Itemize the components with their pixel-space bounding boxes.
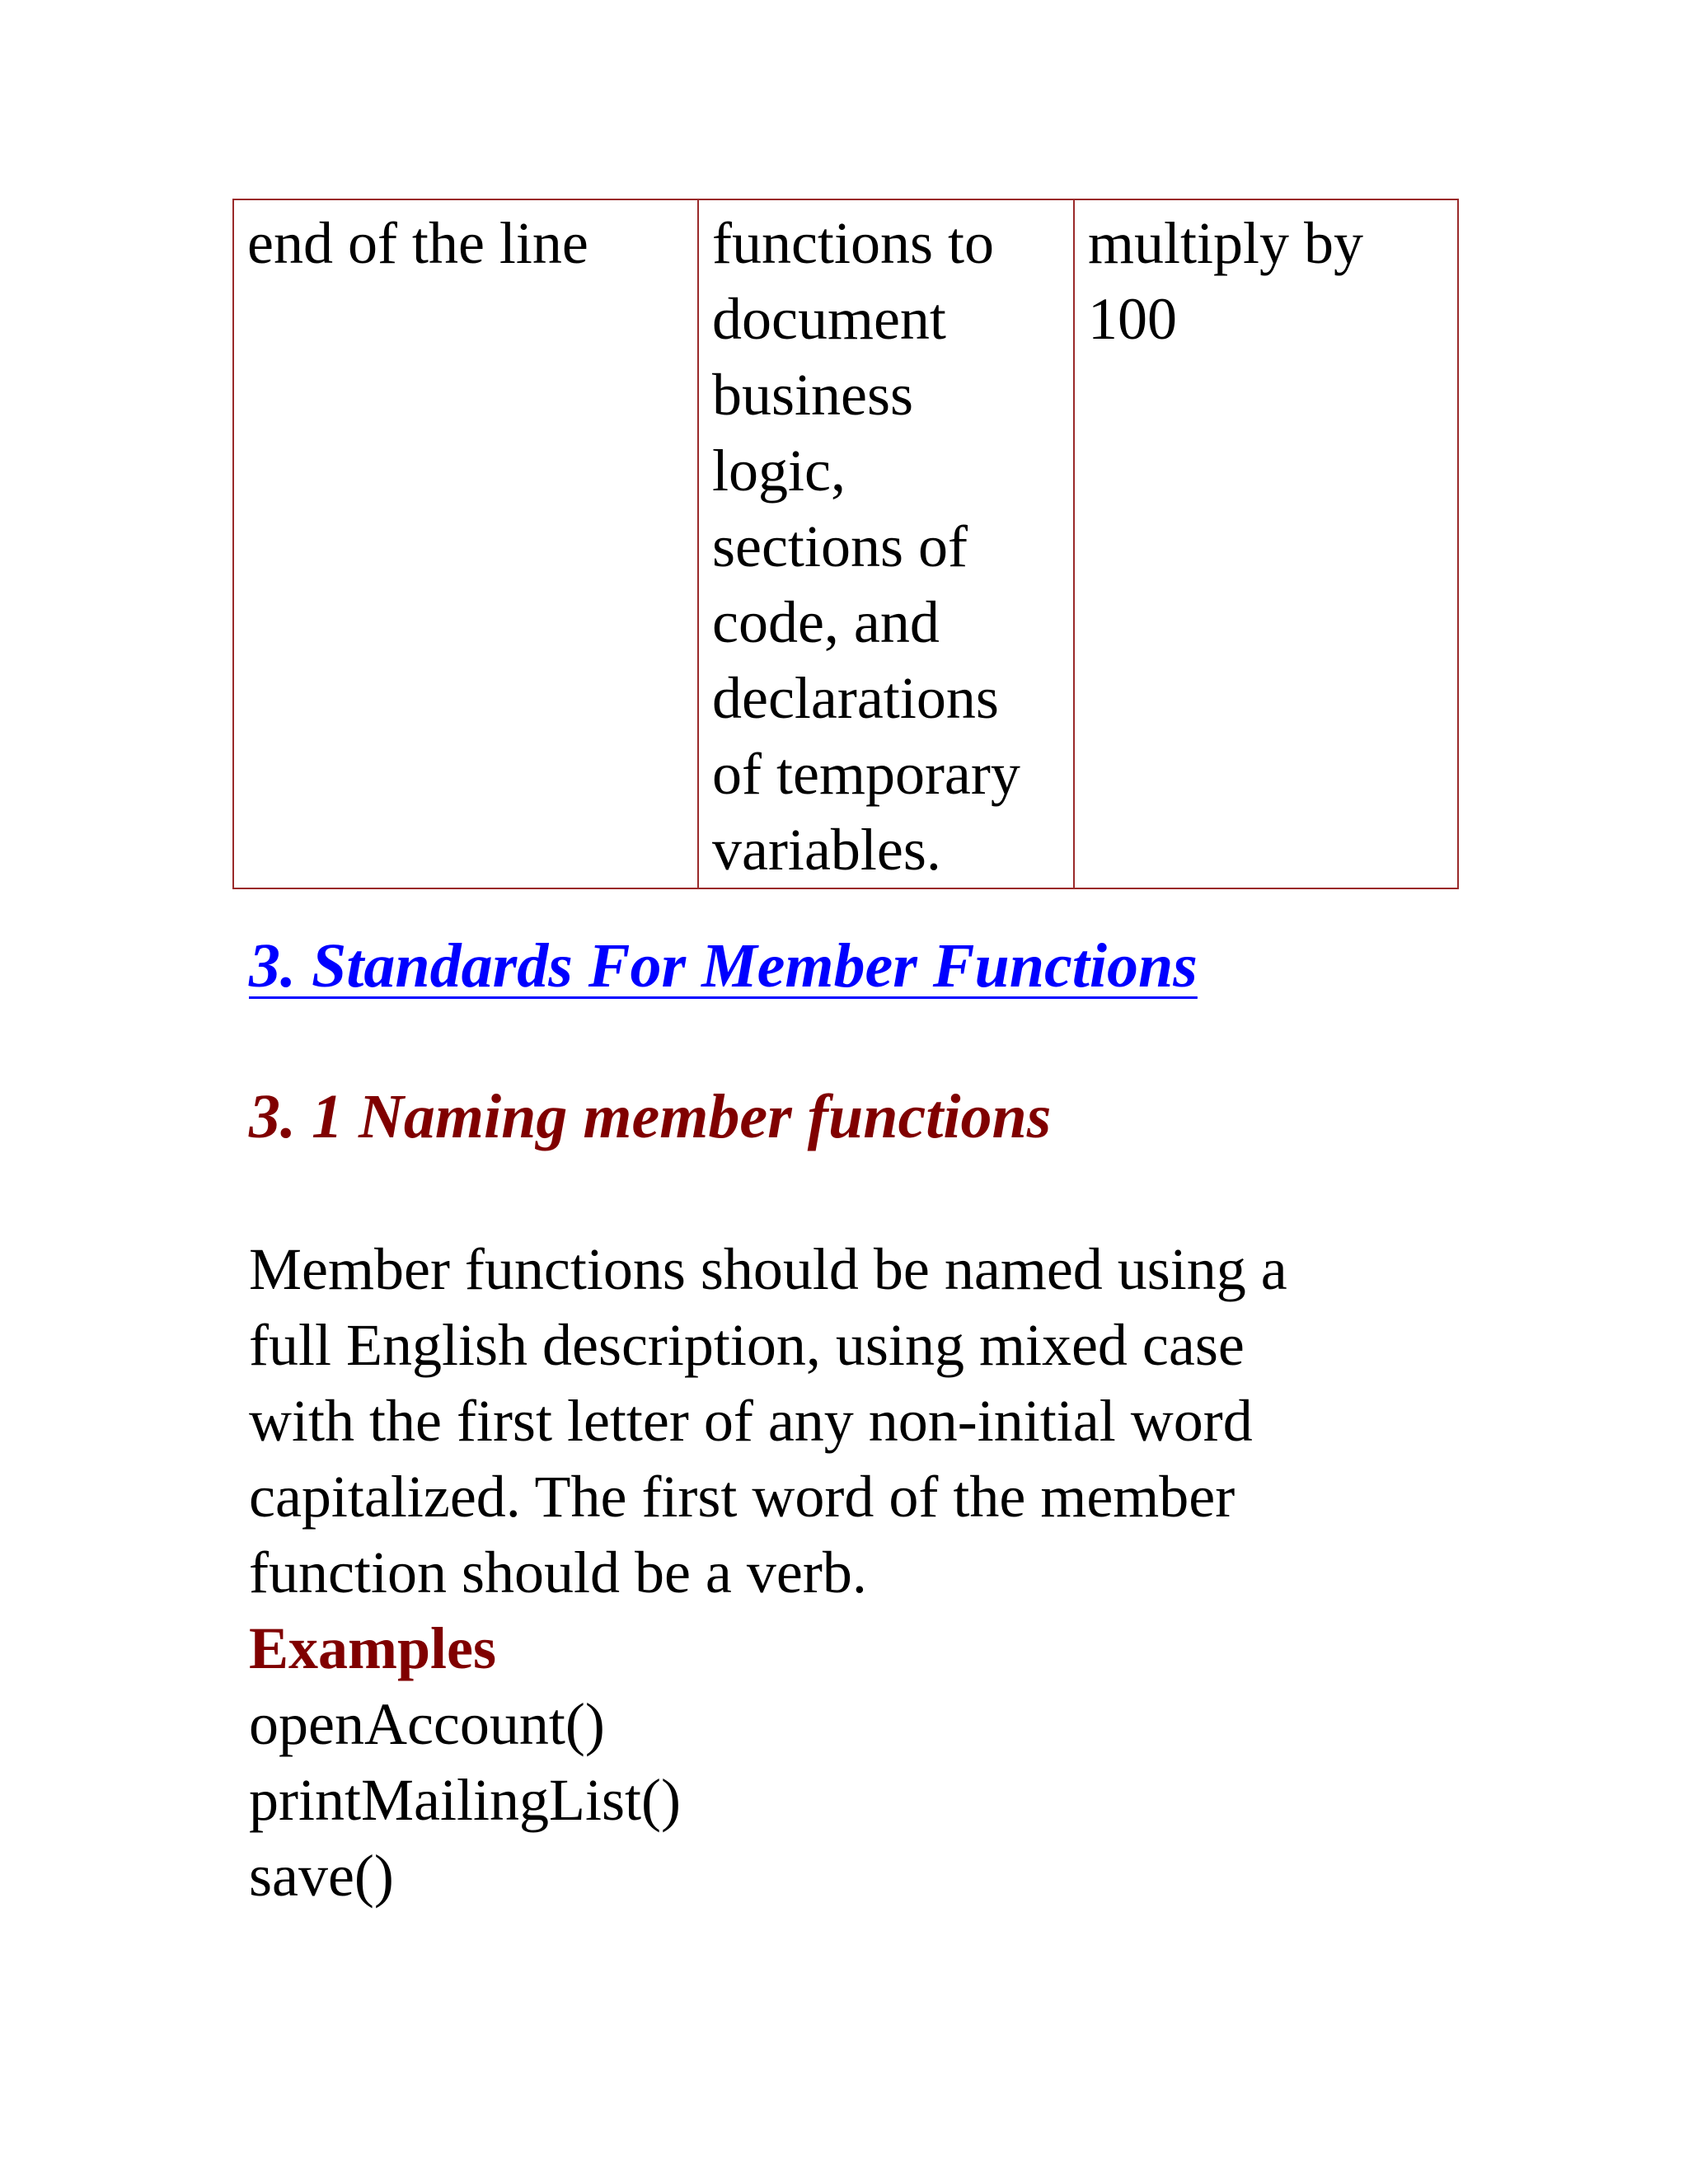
paragraph-line: Member functions should be named using a	[249, 1236, 1287, 1302]
section-heading-link[interactable]: 3. Standards For Member Functions	[249, 931, 1198, 1001]
naming-rules-paragraph	[249, 1231, 1436, 1610]
conventions-table	[232, 199, 1459, 889]
table-cell	[1074, 199, 1458, 888]
table-cell-text: functions to document business logic, sections of code, and declarations of temporary variables.	[712, 210, 1020, 883]
table-cell	[698, 199, 1074, 888]
paragraph-line: full English description, using mixed case	[249, 1312, 1245, 1378]
paragraph-line: function should be a verb.	[249, 1540, 867, 1605]
paragraph-line: with the first letter of any non-initial word	[249, 1388, 1253, 1454]
table-cell-text: multiply by 100	[1088, 210, 1364, 352]
subsection-heading: 3. 1 Naming member functions	[249, 1082, 1052, 1151]
table-row	[233, 199, 1458, 888]
example-item: openAccount()	[249, 1691, 605, 1757]
examples-list	[249, 1686, 681, 1914]
examples-heading: Examples	[249, 1615, 497, 1681]
table-cell	[233, 199, 698, 888]
example-item: printMailingList()	[249, 1767, 681, 1833]
paragraph-line: capitalized. The first word of the member	[249, 1464, 1236, 1530]
example-item: save()	[249, 1843, 394, 1909]
table-cell-text: end of the line	[247, 210, 588, 276]
